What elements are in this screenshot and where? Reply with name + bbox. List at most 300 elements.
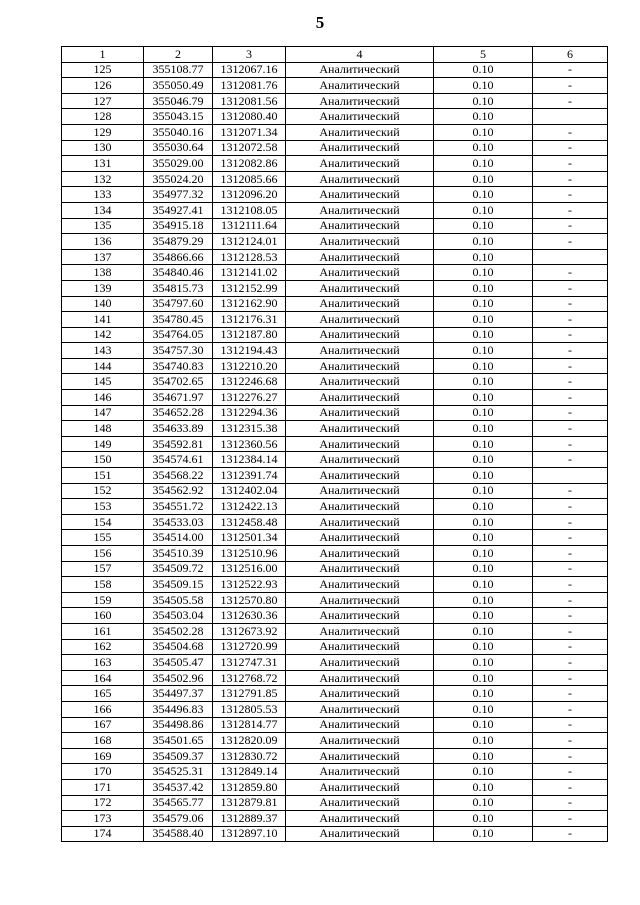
table-cell: - bbox=[533, 78, 608, 94]
table-cell: - bbox=[533, 483, 608, 499]
table-cell: 1312510.96 bbox=[213, 546, 286, 562]
table-row bbox=[62, 468, 608, 484]
table-cell: 136 bbox=[62, 234, 144, 250]
table-cell: 0.10 bbox=[434, 795, 533, 811]
table-cell: Аналитический bbox=[286, 358, 434, 374]
table-row bbox=[62, 452, 608, 468]
table-cell: 155 bbox=[62, 530, 144, 546]
table-cell: 354502.28 bbox=[144, 623, 213, 639]
table-cell: Аналитический bbox=[286, 327, 434, 343]
table-cell: 135 bbox=[62, 218, 144, 234]
table-cell: Аналитический bbox=[286, 701, 434, 717]
table-cell: 1312384.14 bbox=[213, 452, 286, 468]
table-cell: - bbox=[533, 639, 608, 655]
table-row bbox=[62, 280, 608, 296]
table-cell: 1312176.31 bbox=[213, 312, 286, 328]
table-cell: 130 bbox=[62, 140, 144, 156]
table-cell: 139 bbox=[62, 280, 144, 296]
table-cell: 354815.73 bbox=[144, 280, 213, 296]
table-cell: 354505.58 bbox=[144, 592, 213, 608]
table-cell: 144 bbox=[62, 358, 144, 374]
table-cell: 0.10 bbox=[434, 249, 533, 265]
table-row bbox=[62, 296, 608, 312]
table-cell: 1312849.14 bbox=[213, 764, 286, 780]
table-cell: - bbox=[533, 296, 608, 312]
table-cell: 0.10 bbox=[434, 779, 533, 795]
table-cell: 354509.72 bbox=[144, 561, 213, 577]
table-cell: 354565.77 bbox=[144, 795, 213, 811]
table-cell: 168 bbox=[62, 733, 144, 749]
table-cell: 0.10 bbox=[434, 124, 533, 140]
table-cell: Аналитический bbox=[286, 109, 434, 125]
table-cell: 145 bbox=[62, 374, 144, 390]
table-cell: Аналитический bbox=[286, 265, 434, 281]
table-cell: Аналитический bbox=[286, 483, 434, 499]
table-cell bbox=[533, 109, 608, 125]
table-cell: 354633.89 bbox=[144, 421, 213, 437]
table-row bbox=[62, 811, 608, 827]
table-cell: 1312805.53 bbox=[213, 701, 286, 717]
table-cell: Аналитический bbox=[286, 592, 434, 608]
table-cell: - bbox=[533, 670, 608, 686]
table-cell: Аналитический bbox=[286, 733, 434, 749]
table-row bbox=[62, 499, 608, 515]
table-cell: 355024.20 bbox=[144, 171, 213, 187]
table-cell: - bbox=[533, 124, 608, 140]
table-cell: 0.10 bbox=[434, 405, 533, 421]
table-cell: Аналитический bbox=[286, 779, 434, 795]
table-row bbox=[62, 561, 608, 577]
table-cell: Аналитический bbox=[286, 187, 434, 203]
table-cell: 1312570.80 bbox=[213, 592, 286, 608]
table-cell: 125 bbox=[62, 62, 144, 78]
table-cell: 0.10 bbox=[434, 592, 533, 608]
table-cell: 1312141.02 bbox=[213, 265, 286, 281]
table-cell: 1312360.56 bbox=[213, 436, 286, 452]
table-cell: 0.10 bbox=[434, 358, 533, 374]
table-cell: Аналитический bbox=[286, 514, 434, 530]
table-cell: - bbox=[533, 764, 608, 780]
table-cell: - bbox=[533, 530, 608, 546]
table-cell: 0.10 bbox=[434, 826, 533, 842]
table-cell: 354977.32 bbox=[144, 187, 213, 203]
table-cell: 354592.81 bbox=[144, 436, 213, 452]
table-cell: Аналитический bbox=[286, 280, 434, 296]
table-cell: 1312673.92 bbox=[213, 623, 286, 639]
table-cell: - bbox=[533, 374, 608, 390]
table-cell: 0.10 bbox=[434, 171, 533, 187]
table-cell: 1312747.31 bbox=[213, 655, 286, 671]
table-row bbox=[62, 171, 608, 187]
table-cell: 354879.29 bbox=[144, 234, 213, 250]
page-number: 5 bbox=[315, 13, 325, 32]
table-cell: 0.10 bbox=[434, 280, 533, 296]
table-cell: 162 bbox=[62, 639, 144, 655]
table-row bbox=[62, 577, 608, 593]
table-cell: 1312889.37 bbox=[213, 811, 286, 827]
table-cell: 354840.46 bbox=[144, 265, 213, 281]
table-cell: 354497.37 bbox=[144, 686, 213, 702]
table-cell: 1312768.72 bbox=[213, 670, 286, 686]
table-cell: 1312522.93 bbox=[213, 577, 286, 593]
table-cell: 0.10 bbox=[434, 717, 533, 733]
table-cell: 354498.86 bbox=[144, 717, 213, 733]
column-header: 3 bbox=[213, 47, 286, 63]
table-cell: 0.10 bbox=[434, 374, 533, 390]
table-row bbox=[62, 62, 608, 78]
table-row bbox=[62, 826, 608, 842]
table-cell: 0.10 bbox=[434, 670, 533, 686]
table-cell: 158 bbox=[62, 577, 144, 593]
table-row bbox=[62, 639, 608, 655]
table-row bbox=[62, 93, 608, 109]
table-cell: - bbox=[533, 748, 608, 764]
table-cell: - bbox=[533, 452, 608, 468]
table-cell: 134 bbox=[62, 202, 144, 218]
table-cell: - bbox=[533, 187, 608, 203]
column-header: 2 bbox=[144, 47, 213, 63]
table-cell: 355108.77 bbox=[144, 62, 213, 78]
table-cell: 354562.92 bbox=[144, 483, 213, 499]
table-cell: 0.10 bbox=[434, 93, 533, 109]
table-cell: 1312128.53 bbox=[213, 249, 286, 265]
table-cell: - bbox=[533, 436, 608, 452]
table-cell: - bbox=[533, 202, 608, 218]
table-cell: 1312402.04 bbox=[213, 483, 286, 499]
column-header: 4 bbox=[286, 47, 434, 63]
table-row bbox=[62, 140, 608, 156]
table-cell: 0.10 bbox=[434, 436, 533, 452]
table-row bbox=[62, 202, 608, 218]
table-cell: 1312791.85 bbox=[213, 686, 286, 702]
table-cell: - bbox=[533, 421, 608, 437]
table-cell: 131 bbox=[62, 156, 144, 172]
table-cell: 354764.05 bbox=[144, 327, 213, 343]
table-cell: Аналитический bbox=[286, 655, 434, 671]
table-cell: Аналитический bbox=[286, 608, 434, 624]
table-cell: - bbox=[533, 733, 608, 749]
table-cell: 0.10 bbox=[434, 577, 533, 593]
table-cell: 354588.40 bbox=[144, 826, 213, 842]
table-cell: Аналитический bbox=[286, 748, 434, 764]
table-cell: 0.10 bbox=[434, 78, 533, 94]
table-cell: 354866.66 bbox=[144, 249, 213, 265]
table-cell: 147 bbox=[62, 405, 144, 421]
table-cell: 1312067.16 bbox=[213, 62, 286, 78]
table-cell: 1312111.64 bbox=[213, 218, 286, 234]
table-row bbox=[62, 701, 608, 717]
table-cell bbox=[533, 249, 608, 265]
table-cell: 1312210.20 bbox=[213, 358, 286, 374]
table-cell: 0.10 bbox=[434, 296, 533, 312]
table-cell: 150 bbox=[62, 452, 144, 468]
table-cell: - bbox=[533, 218, 608, 234]
table-cell: 126 bbox=[62, 78, 144, 94]
table-cell: 138 bbox=[62, 265, 144, 281]
table-row bbox=[62, 748, 608, 764]
table-cell: 0.10 bbox=[434, 561, 533, 577]
table-cell: 354504.68 bbox=[144, 639, 213, 655]
table-cell: - bbox=[533, 514, 608, 530]
table-cell: 1312830.72 bbox=[213, 748, 286, 764]
table-cell: 1312315.38 bbox=[213, 421, 286, 437]
table-cell: - bbox=[533, 779, 608, 795]
table-row bbox=[62, 546, 608, 562]
table-cell: 0.10 bbox=[434, 686, 533, 702]
table-cell: 354671.97 bbox=[144, 390, 213, 406]
table-row bbox=[62, 764, 608, 780]
table-cell: 0.10 bbox=[434, 701, 533, 717]
table-cell: 354510.39 bbox=[144, 546, 213, 562]
table-cell: 1312859.80 bbox=[213, 779, 286, 795]
table-row bbox=[62, 78, 608, 94]
table-cell: 0.10 bbox=[434, 202, 533, 218]
table-cell: 170 bbox=[62, 764, 144, 780]
table-row bbox=[62, 124, 608, 140]
table-cell: 153 bbox=[62, 499, 144, 515]
table-cell: 1312814.77 bbox=[213, 717, 286, 733]
table-cell: - bbox=[533, 499, 608, 515]
table-cell: 161 bbox=[62, 623, 144, 639]
table-cell: - bbox=[533, 686, 608, 702]
table-cell: Аналитический bbox=[286, 686, 434, 702]
table-cell: 0.10 bbox=[434, 156, 533, 172]
table-cell: 169 bbox=[62, 748, 144, 764]
table-cell: 0.10 bbox=[434, 764, 533, 780]
table-row bbox=[62, 592, 608, 608]
table-cell: - bbox=[533, 234, 608, 250]
table-cell: - bbox=[533, 608, 608, 624]
table-row bbox=[62, 109, 608, 125]
table-cell: Аналитический bbox=[286, 452, 434, 468]
table-cell: 1312187.80 bbox=[213, 327, 286, 343]
table-row bbox=[62, 390, 608, 406]
table-cell: 0.10 bbox=[434, 483, 533, 499]
table-cell: 354797.60 bbox=[144, 296, 213, 312]
table-cell: Аналитический bbox=[286, 156, 434, 172]
table-cell: Аналитический bbox=[286, 202, 434, 218]
table-row bbox=[62, 234, 608, 250]
table-cell: 1312294.36 bbox=[213, 405, 286, 421]
table-cell: 355030.64 bbox=[144, 140, 213, 156]
table-cell: 0.10 bbox=[434, 608, 533, 624]
table-cell: 354525.31 bbox=[144, 764, 213, 780]
table-row bbox=[62, 436, 608, 452]
table-cell: Аналитический bbox=[286, 296, 434, 312]
table-cell: 354502.96 bbox=[144, 670, 213, 686]
table-cell: 0.10 bbox=[434, 499, 533, 515]
table-cell: 0.10 bbox=[434, 218, 533, 234]
table-cell: 355029.00 bbox=[144, 156, 213, 172]
table-cell: 164 bbox=[62, 670, 144, 686]
table-cell: 0.10 bbox=[434, 639, 533, 655]
table-cell: Аналитический bbox=[286, 468, 434, 484]
table-cell: 173 bbox=[62, 811, 144, 827]
table-cell: 151 bbox=[62, 468, 144, 484]
table-cell: 165 bbox=[62, 686, 144, 702]
table-cell: 167 bbox=[62, 717, 144, 733]
table-cell: 143 bbox=[62, 343, 144, 359]
table-cell: 140 bbox=[62, 296, 144, 312]
table-cell: 354551.72 bbox=[144, 499, 213, 515]
table-cell: 1312081.56 bbox=[213, 93, 286, 109]
table-cell: 354757.30 bbox=[144, 343, 213, 359]
table-cell: 132 bbox=[62, 171, 144, 187]
table-cell: 355043.15 bbox=[144, 109, 213, 125]
table-cell: 354509.37 bbox=[144, 748, 213, 764]
table-cell: 0.10 bbox=[434, 327, 533, 343]
table-cell: 1312720.99 bbox=[213, 639, 286, 655]
table-cell: 1312096.20 bbox=[213, 187, 286, 203]
table-cell: Аналитический bbox=[286, 343, 434, 359]
table-cell: Аналитический bbox=[286, 312, 434, 328]
table-cell: 172 bbox=[62, 795, 144, 811]
table-row bbox=[62, 779, 608, 795]
table-row bbox=[62, 530, 608, 546]
column-header: 5 bbox=[434, 47, 533, 63]
table-cell: - bbox=[533, 327, 608, 343]
table-cell: Аналитический bbox=[286, 546, 434, 562]
table-cell: 0.10 bbox=[434, 546, 533, 562]
table-row bbox=[62, 343, 608, 359]
table-cell: - bbox=[533, 701, 608, 717]
table-cell: 354574.61 bbox=[144, 452, 213, 468]
table-body bbox=[62, 62, 608, 842]
table-cell: - bbox=[533, 312, 608, 328]
table-row bbox=[62, 670, 608, 686]
table-cell: 0.10 bbox=[434, 655, 533, 671]
table-cell: 0.10 bbox=[434, 468, 533, 484]
table-cell: Аналитический bbox=[286, 390, 434, 406]
table-cell: - bbox=[533, 358, 608, 374]
table-cell: 0.10 bbox=[434, 187, 533, 203]
table-row bbox=[62, 795, 608, 811]
table-cell: Аналитический bbox=[286, 140, 434, 156]
table-row bbox=[62, 483, 608, 499]
table-cell: 354501.65 bbox=[144, 733, 213, 749]
table-cell: 355040.16 bbox=[144, 124, 213, 140]
table-row bbox=[62, 265, 608, 281]
table-cell: Аналитический bbox=[286, 436, 434, 452]
table-cell: 1312072.58 bbox=[213, 140, 286, 156]
table-cell: 354927.41 bbox=[144, 202, 213, 218]
table-cell: 354503.04 bbox=[144, 608, 213, 624]
table-cell: 1312108.05 bbox=[213, 202, 286, 218]
table-cell: Аналитический bbox=[286, 249, 434, 265]
coordinates-table bbox=[61, 46, 608, 842]
column-header: 1 bbox=[62, 47, 144, 63]
table-cell: 1312630.36 bbox=[213, 608, 286, 624]
table-cell: 0.10 bbox=[434, 343, 533, 359]
table-row bbox=[62, 655, 608, 671]
table-cell: 1312152.99 bbox=[213, 280, 286, 296]
table-row bbox=[62, 249, 608, 265]
column-header: 6 bbox=[533, 47, 608, 63]
table-cell: 354533.03 bbox=[144, 514, 213, 530]
table-cell: 354496.83 bbox=[144, 701, 213, 717]
table-cell: Аналитический bbox=[286, 717, 434, 733]
table-cell: - bbox=[533, 156, 608, 172]
table-cell: - bbox=[533, 280, 608, 296]
table-cell: 354702.65 bbox=[144, 374, 213, 390]
table-row bbox=[62, 421, 608, 437]
table-cell: Аналитический bbox=[286, 670, 434, 686]
table-row bbox=[62, 187, 608, 203]
table-cell: 1312516.00 bbox=[213, 561, 286, 577]
table-cell: 149 bbox=[62, 436, 144, 452]
table-cell: - bbox=[533, 655, 608, 671]
table-cell: 1312085.66 bbox=[213, 171, 286, 187]
table-cell: 1312071.34 bbox=[213, 124, 286, 140]
table-cell: Аналитический bbox=[286, 561, 434, 577]
table-cell: 129 bbox=[62, 124, 144, 140]
table-cell: - bbox=[533, 93, 608, 109]
table-cell: 141 bbox=[62, 312, 144, 328]
table-cell: Аналитический bbox=[286, 171, 434, 187]
table-cell: 1312080.40 bbox=[213, 109, 286, 125]
table-cell: 1312276.27 bbox=[213, 390, 286, 406]
table-cell: 159 bbox=[62, 592, 144, 608]
table-cell: 0.10 bbox=[434, 733, 533, 749]
table-cell: 354537.42 bbox=[144, 779, 213, 795]
table-cell: 0.10 bbox=[434, 265, 533, 281]
table-cell: - bbox=[533, 592, 608, 608]
table-cell: 354915.18 bbox=[144, 218, 213, 234]
table-cell: Аналитический bbox=[286, 764, 434, 780]
table-cell: - bbox=[533, 561, 608, 577]
table-cell: 0.10 bbox=[434, 623, 533, 639]
table-row bbox=[62, 358, 608, 374]
table-cell: Аналитический bbox=[286, 795, 434, 811]
table-cell: - bbox=[533, 62, 608, 78]
table-cell: 0.10 bbox=[434, 452, 533, 468]
table-row bbox=[62, 733, 608, 749]
table-cell: - bbox=[533, 265, 608, 281]
table-cell: 354568.22 bbox=[144, 468, 213, 484]
table-cell: 163 bbox=[62, 655, 144, 671]
table-row bbox=[62, 312, 608, 328]
table-cell: 1312879.81 bbox=[213, 795, 286, 811]
table-cell: 146 bbox=[62, 390, 144, 406]
table-cell: 354780.45 bbox=[144, 312, 213, 328]
table-cell: Аналитический bbox=[286, 405, 434, 421]
table-cell: - bbox=[533, 811, 608, 827]
table-cell: 354514.00 bbox=[144, 530, 213, 546]
table-cell: Аналитический bbox=[286, 374, 434, 390]
table-cell: 157 bbox=[62, 561, 144, 577]
table-row bbox=[62, 374, 608, 390]
table-row bbox=[62, 717, 608, 733]
table-cell: 128 bbox=[62, 109, 144, 125]
table-cell: 355050.49 bbox=[144, 78, 213, 94]
table-row bbox=[62, 218, 608, 234]
table-cell: 0.10 bbox=[434, 530, 533, 546]
table-row bbox=[62, 686, 608, 702]
table-cell: 0.10 bbox=[434, 109, 533, 125]
table-cell: Аналитический bbox=[286, 826, 434, 842]
table-cell: Аналитический bbox=[286, 93, 434, 109]
table-cell: 156 bbox=[62, 546, 144, 562]
table-cell: 1312124.01 bbox=[213, 234, 286, 250]
table-row bbox=[62, 623, 608, 639]
table-row bbox=[62, 608, 608, 624]
table-cell: Аналитический bbox=[286, 499, 434, 515]
table-cell: 354505.47 bbox=[144, 655, 213, 671]
table-cell: 0.10 bbox=[434, 62, 533, 78]
table-cell: 174 bbox=[62, 826, 144, 842]
table-cell: - bbox=[533, 390, 608, 406]
table-cell: - bbox=[533, 546, 608, 562]
